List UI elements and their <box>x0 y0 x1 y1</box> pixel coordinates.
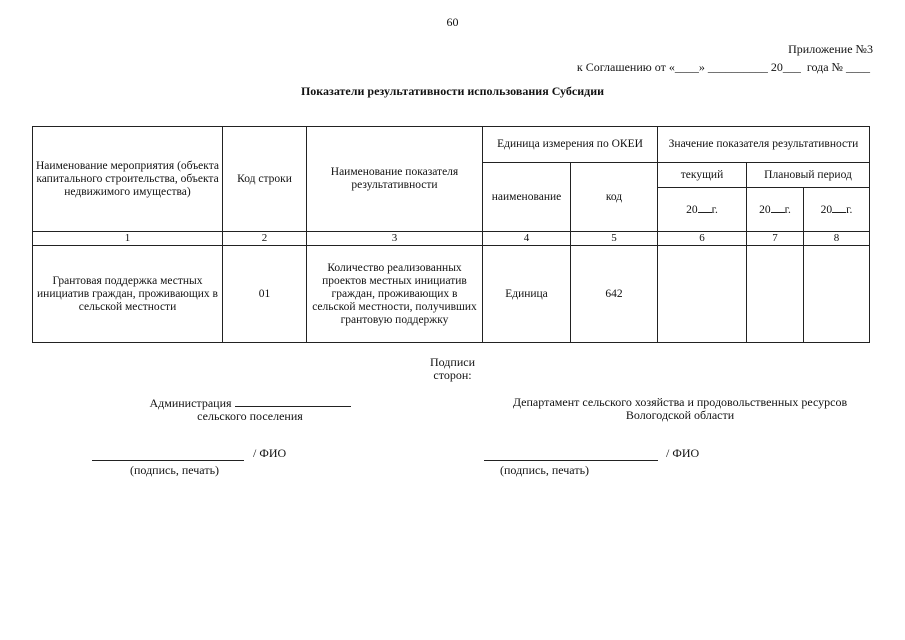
column-number: 2 <box>223 232 307 246</box>
column-number: 8 <box>804 232 870 246</box>
header-row-code: Код строки <box>223 127 307 232</box>
cell-event: Грантовая поддержка местных инициатив граждан, проживающих в сельской местности <box>33 246 223 343</box>
right-organization: Департамент сельского хозяйства и продовольственных ресурсов Вологодской области <box>512 395 848 422</box>
header-value-group: Значение показателя результативности <box>658 127 870 163</box>
cell-current-value <box>658 246 747 343</box>
document-title: Показатели результативности использования Субсидии <box>300 84 605 98</box>
column-number: 4 <box>483 232 571 246</box>
signature-caption-left: (подпись, печать) <box>130 463 220 477</box>
header-planned: Плановый период <box>747 163 870 188</box>
appendix-label: Приложение №3 <box>788 42 873 56</box>
signature-line-left <box>92 460 244 461</box>
signature-caption-right: (подпись, печать) <box>500 463 590 477</box>
header-indicator: Наименование показателя результативности <box>307 127 483 232</box>
header-event: Наименование мероприятия (объекта капитального строительства, объекта недвижимого имущества) <box>33 127 223 232</box>
column-number: 6 <box>658 232 747 246</box>
fio-right: / ФИО <box>666 446 700 460</box>
cell-row-code: 01 <box>223 246 307 343</box>
header-unit-code: код <box>571 163 658 232</box>
header-unit-name: наименование <box>483 163 571 232</box>
page-number: 60 <box>446 15 459 29</box>
column-number: 5 <box>571 232 658 246</box>
column-number: 1 <box>33 232 223 246</box>
fio-left: / ФИО <box>253 446 287 460</box>
cell-plan1-value <box>747 246 804 343</box>
header-current: текущий <box>658 163 747 188</box>
header-year-plan2: 20 г. <box>804 188 870 232</box>
column-number: 7 <box>747 232 804 246</box>
column-number: 3 <box>307 232 483 246</box>
cell-plan2-value <box>804 246 870 343</box>
header-year-current: 20 г. <box>658 188 747 232</box>
signature-line-right <box>484 460 658 461</box>
cell-indicator: Количество реализованных проектов местных инициатив граждан, проживающих в сельской местности, получивших грантовую поддержку <box>307 246 483 343</box>
cell-unit-name: Единица <box>483 246 571 343</box>
agreement-line: к Соглашению от «____» __________ 20___ года № ____ <box>576 60 870 74</box>
signatures-heading: Подписи сторон: <box>429 355 476 382</box>
left-organization: Администрация сельского поселения <box>140 396 360 423</box>
header-year-plan1: 20 г. <box>747 188 804 232</box>
org-name-blank <box>235 396 351 407</box>
table-row <box>33 246 870 343</box>
header-unit-group: Единица измерения по ОКЕИ <box>483 127 658 163</box>
cell-unit-code: 642 <box>571 246 658 343</box>
indicators-table <box>32 126 870 343</box>
